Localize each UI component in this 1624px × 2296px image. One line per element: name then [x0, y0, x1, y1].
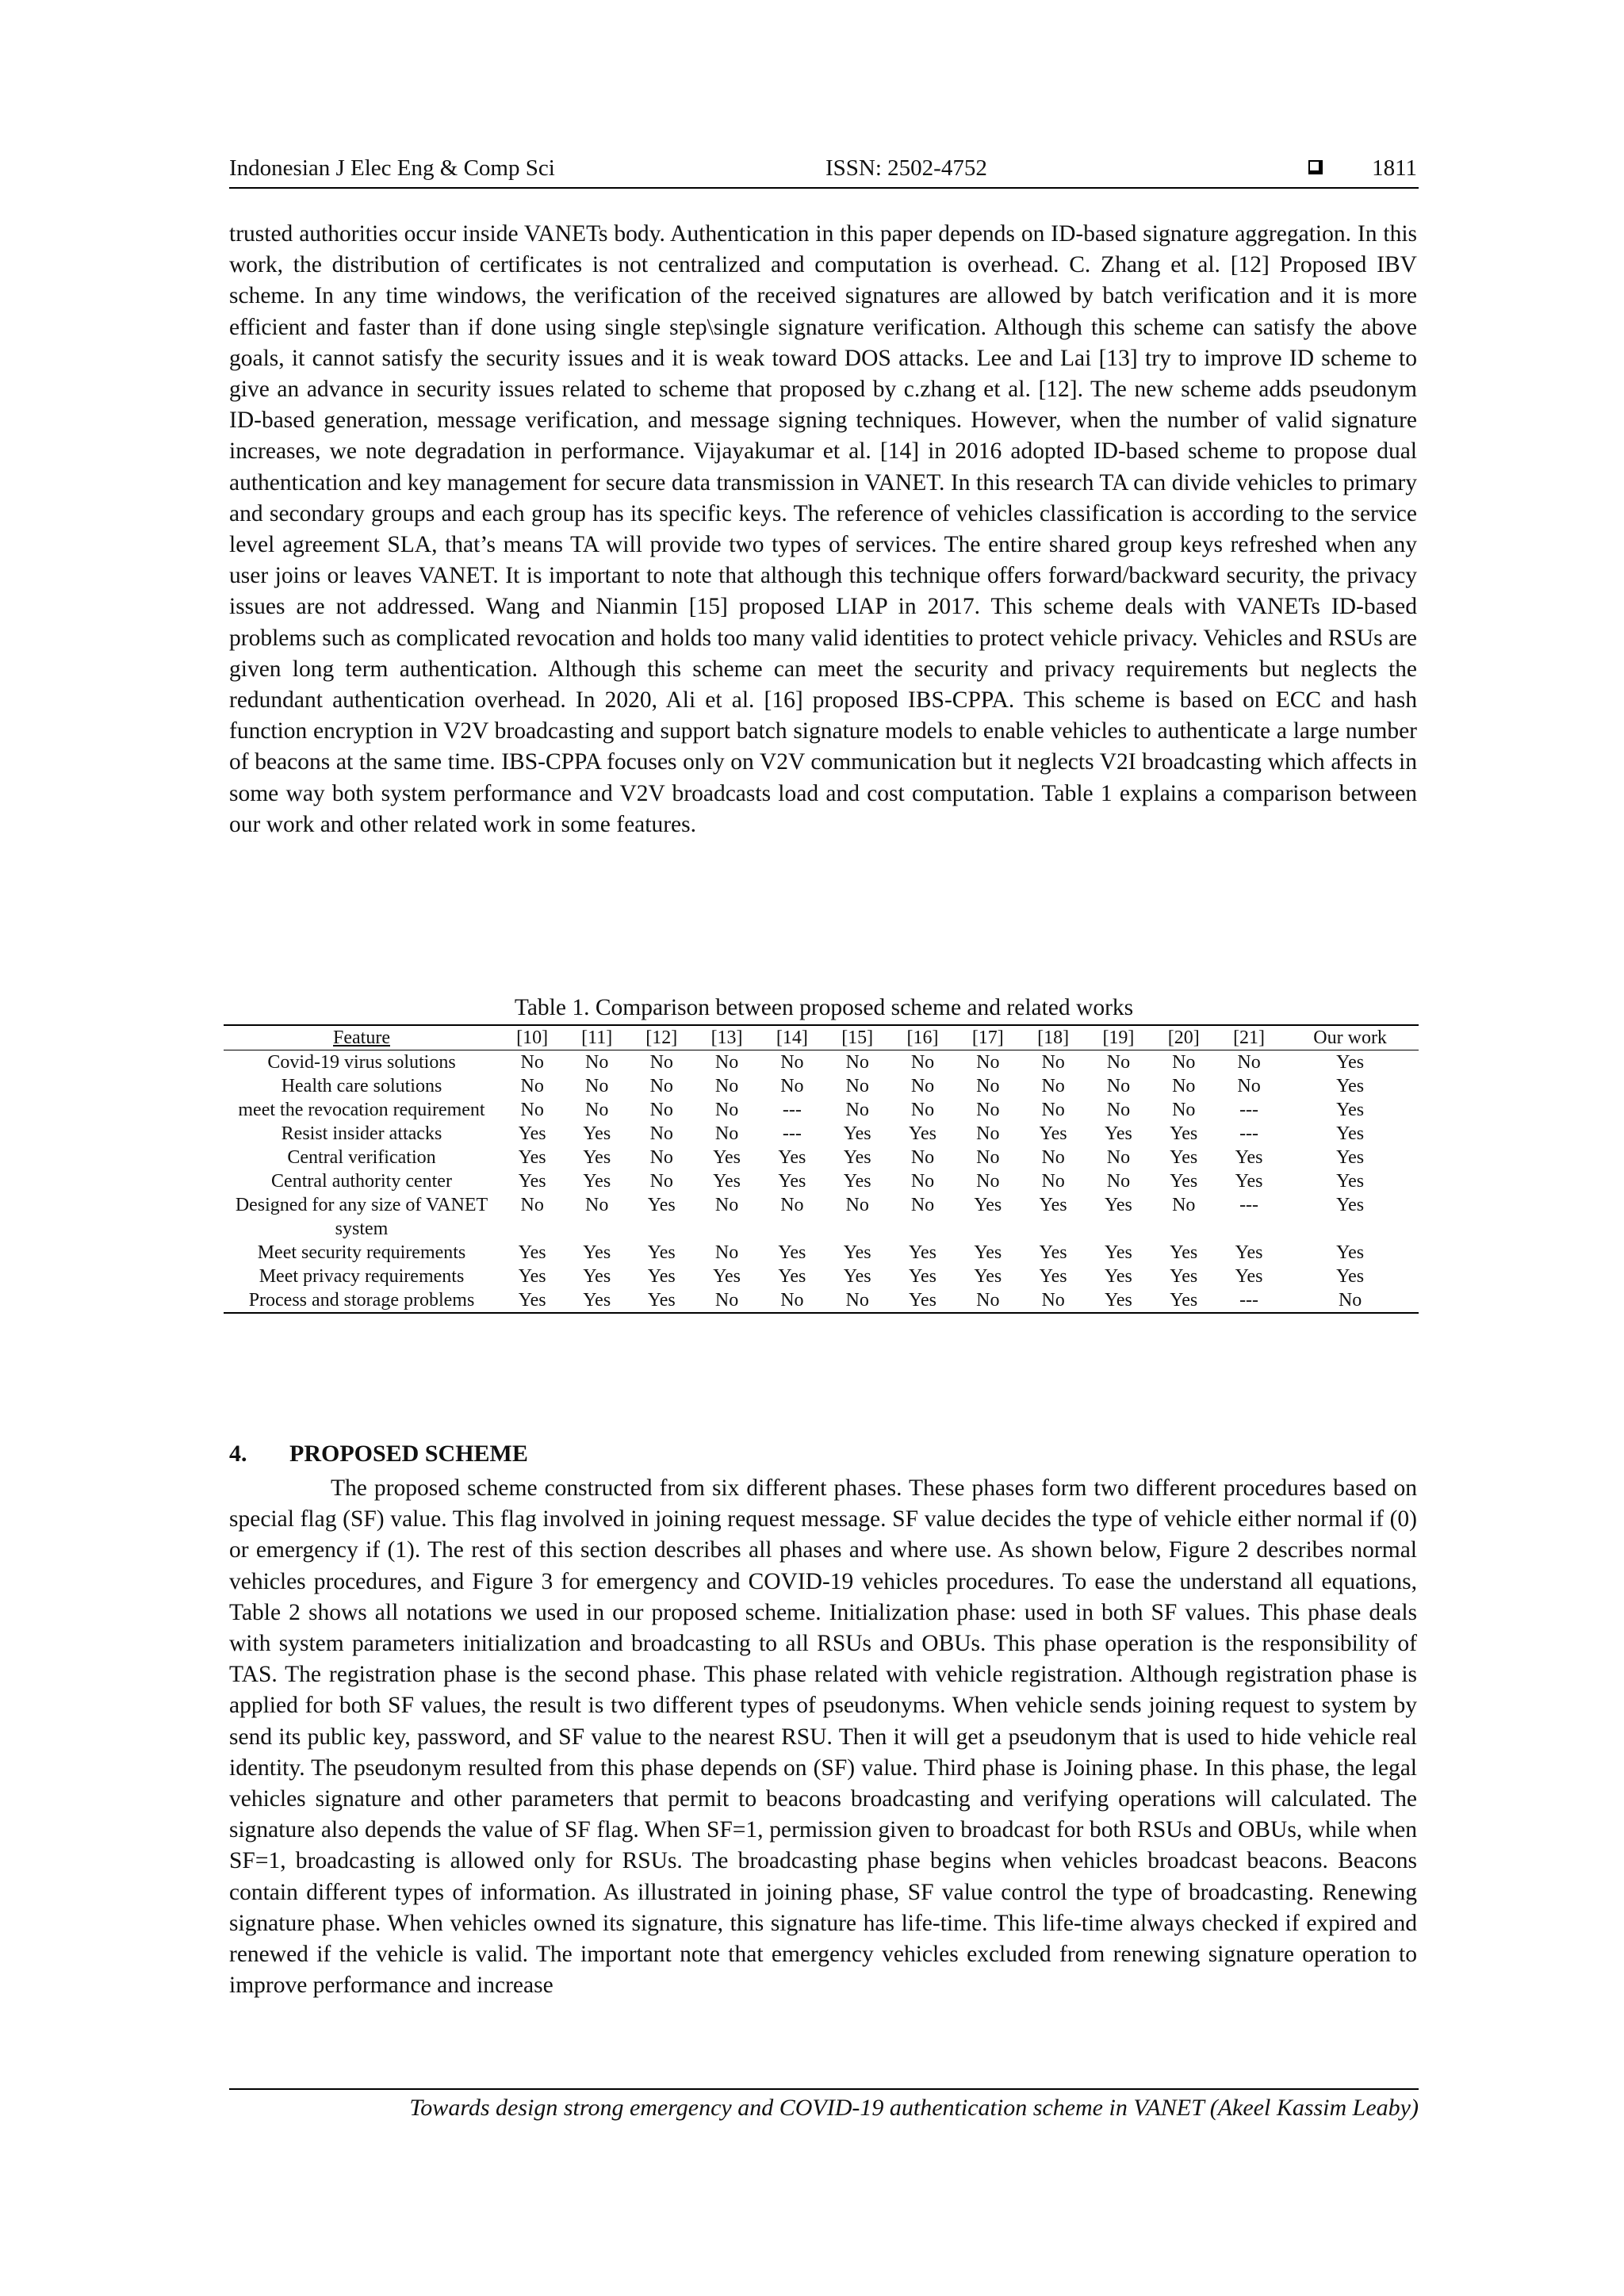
column-header: [19]: [1086, 1025, 1151, 1050]
value-cell: Yes: [843, 1123, 871, 1144]
value-cell: No: [780, 1076, 804, 1096]
value-cell: No: [520, 1076, 544, 1096]
value-cell: Yes: [1336, 1242, 1365, 1263]
value-cell: Yes: [518, 1242, 546, 1263]
value-cell: Yes: [1039, 1266, 1067, 1287]
value-cell: Yes: [1170, 1266, 1198, 1287]
value-cell: No: [1041, 1290, 1065, 1311]
value-cell: No: [976, 1076, 1000, 1096]
value-cell: No: [1338, 1290, 1362, 1311]
feature-cell: Designed for any size of VANET system: [235, 1195, 488, 1239]
value-cell: No: [714, 1242, 739, 1263]
table-caption: Table 1. Comparison between proposed scheme and related works: [514, 995, 1134, 1020]
value-cell: No: [780, 1195, 804, 1215]
value-cell: Yes: [518, 1171, 546, 1192]
value-cell: Yes: [1336, 1195, 1365, 1215]
value-cell: No: [649, 1171, 673, 1192]
value-cell: No: [585, 1052, 609, 1073]
value-cell: No: [520, 1100, 544, 1120]
checkbox-square-icon: [1308, 160, 1323, 174]
feature-cell: Process and storage problems: [248, 1290, 475, 1311]
table-row: [224, 1146, 1419, 1169]
feature-cell: Meet security requirements: [257, 1242, 466, 1263]
value-cell: ---: [782, 1100, 802, 1120]
value-cell: No: [780, 1290, 804, 1311]
value-cell: Yes: [518, 1290, 546, 1311]
value-cell: No: [845, 1052, 869, 1073]
value-cell: Yes: [1235, 1147, 1263, 1168]
table-row: [224, 1122, 1419, 1146]
value-cell: Yes: [1039, 1195, 1067, 1215]
value-cell: Yes: [909, 1290, 936, 1311]
value-cell: Yes: [583, 1290, 611, 1311]
journal-name: Indonesian J Elec Eng & Comp Sci: [229, 155, 555, 181]
value-cell: ---: [1239, 1100, 1259, 1120]
value-cell: No: [585, 1100, 609, 1120]
feature-cell: Health care solutions: [281, 1076, 442, 1096]
value-cell: Yes: [647, 1290, 676, 1311]
feature-cell: Meet privacy requirements: [259, 1266, 465, 1287]
body-paragraph-1: trusted authorities occur inside VANETs body. Authentication in this paper depends on ID-based signature aggregation. In this work, the distribution of certificates is not centralized and computation is overhead. C. Zhang et al. [12] Proposed IBV scheme. In any time windows, the verification of the received signatures are allowed by batch verification and it is more efficient and faster than if done using single step\single signature verification. Although this scheme can satisfy the above goals, it cannot satisfy the security issues and it is weak toward DOS attacks. Lee and Lai [13] try to improve ID scheme to give an advance in security issues related to scheme that proposed by c.zhang et al. [12]. The new scheme adds pseudonym ID-based generation, message verification, and message signing techniques. However, when the number of valid signature increases, we note degradation in performance. Vijayakumar et al. [14] in 2016 adopted ID-based scheme to propose dual authentication and key management for secure data transmission in VANET. In this research TA can divide vehicles to primary and secondary groups and each group has its specific keys. The reference of vehicles classification is according to the service level agreement SLA, that’s means TA will provide two types of services. The entire shared group keys refreshed when any user joins or leaves VANET. It is important to note that although this technique offers forward/backward security, the privacy issues are not addressed. Wang and Nianmin [15] proposed LIAP in 2017. This scheme deals with VANETs ID-based problems such as complicated revocation and holds too many valid identities to protect vehicle privacy. Vehicles and RSUs are given long term authentication. Although this scheme can meet the security and privacy requirements but neglects the redundant authentication overhead. In 2020, Ali et al. [16] proposed IBS-CPPA. This scheme is based on ECC and hash function encryption in V2V broadcasting and support batch signature models to enable vehicles to authenticate a large number of beacons at the same time. IBS-CPPA focuses only on V2V communication but it neglects V2I broadcasting which affects in some way both system performance and V2V broadcasts load and cost computation. Table 1 explains a comparison between our work and other related work in some features.: [229, 221, 1417, 837]
value-cell: No: [910, 1076, 935, 1096]
page-header: [229, 155, 1419, 189]
value-cell: Yes: [909, 1242, 936, 1263]
value-cell: No: [649, 1123, 673, 1144]
value-cell: Yes: [713, 1147, 741, 1168]
value-cell: Yes: [1170, 1171, 1198, 1192]
value-cell: No: [845, 1100, 869, 1120]
column-header: [14]: [760, 1025, 825, 1050]
value-cell: Yes: [909, 1266, 936, 1287]
value-cell: No: [585, 1076, 609, 1096]
feature-cell: Covid-19 virus solutions: [267, 1052, 456, 1073]
value-cell: No: [714, 1123, 739, 1144]
section-title: PROPOSED SCHEME: [289, 1441, 528, 1467]
column-header: [21]: [1216, 1025, 1281, 1050]
value-cell: No: [520, 1195, 544, 1215]
value-cell: Yes: [1336, 1266, 1365, 1287]
value-cell: No: [1041, 1052, 1065, 1073]
value-cell: Yes: [843, 1171, 871, 1192]
value-cell: Yes: [1104, 1242, 1132, 1263]
section-heading: [229, 1441, 528, 1468]
value-cell: No: [780, 1052, 804, 1073]
value-cell: No: [1106, 1171, 1131, 1192]
value-cell: No: [976, 1171, 1000, 1192]
column-header: [11]: [565, 1025, 629, 1050]
value-cell: No: [910, 1100, 935, 1120]
value-cell: Yes: [909, 1123, 936, 1144]
value-cell: No: [910, 1171, 935, 1192]
value-cell: No: [976, 1100, 1000, 1120]
column-header: [16]: [890, 1025, 955, 1050]
column-header: [18]: [1021, 1025, 1086, 1050]
page-footer: Towards design strong emergency and COVID-19 authentication scheme in VANET (Akeel Kassim Leaby): [409, 2095, 1419, 2121]
value-cell: No: [910, 1052, 935, 1073]
value-cell: No: [1237, 1052, 1261, 1073]
value-cell: No: [1106, 1076, 1131, 1096]
value-cell: No: [976, 1147, 1000, 1168]
value-cell: Yes: [1336, 1076, 1365, 1096]
value-cell: No: [845, 1290, 869, 1311]
value-cell: Yes: [1170, 1123, 1198, 1144]
value-cell: Yes: [1336, 1147, 1365, 1168]
value-cell: Yes: [518, 1266, 546, 1287]
feature-cell: Resist insider attacks: [281, 1123, 442, 1144]
value-cell: ---: [782, 1123, 802, 1144]
value-cell: Yes: [1170, 1290, 1198, 1311]
value-cell: No: [910, 1195, 935, 1215]
column-header: [12]: [629, 1025, 694, 1050]
column-header: [10]: [500, 1025, 565, 1050]
value-cell: Yes: [1170, 1242, 1198, 1263]
comparison-table: [224, 1024, 1419, 1314]
column-header-feature: Feature: [224, 1025, 500, 1050]
value-cell: No: [585, 1195, 609, 1215]
value-cell: No: [649, 1100, 673, 1120]
value-cell: No: [1041, 1147, 1065, 1168]
value-cell: Yes: [647, 1242, 676, 1263]
value-cell: No: [1041, 1100, 1065, 1120]
value-cell: Yes: [1104, 1290, 1132, 1311]
value-cell: Yes: [583, 1242, 611, 1263]
value-cell: ---: [1239, 1123, 1259, 1144]
table-row: [224, 1050, 1419, 1075]
value-cell: No: [1041, 1076, 1065, 1096]
value-cell: No: [1172, 1052, 1196, 1073]
value-cell: Yes: [647, 1195, 676, 1215]
value-cell: Yes: [518, 1123, 546, 1144]
value-cell: No: [1237, 1076, 1261, 1096]
value-cell: Yes: [843, 1147, 871, 1168]
value-cell: Yes: [1235, 1266, 1263, 1287]
column-header: [13]: [694, 1025, 759, 1050]
value-cell: No: [1041, 1171, 1065, 1192]
value-cell: Yes: [778, 1266, 806, 1287]
value-cell: Yes: [583, 1123, 611, 1144]
value-cell: No: [1172, 1076, 1196, 1096]
value-cell: Yes: [1336, 1052, 1365, 1073]
value-cell: Yes: [1336, 1100, 1365, 1120]
issn: ISSN: 2502-4752: [825, 155, 987, 181]
value-cell: Yes: [1104, 1266, 1132, 1287]
value-cell: Yes: [778, 1242, 806, 1263]
value-cell: Yes: [974, 1266, 1002, 1287]
table-row: [224, 1265, 1419, 1288]
table-row: [224, 1288, 1419, 1313]
page-number: 1811: [1372, 155, 1417, 181]
value-cell: No: [976, 1290, 1000, 1311]
value-cell: No: [649, 1147, 673, 1168]
value-cell: Yes: [974, 1195, 1002, 1215]
table-header-row: [224, 1025, 1419, 1050]
value-cell: Yes: [518, 1147, 546, 1168]
feature-cell: Central verification: [287, 1147, 436, 1168]
value-cell: No: [1106, 1147, 1131, 1168]
value-cell: No: [1172, 1100, 1196, 1120]
value-cell: Yes: [1039, 1242, 1067, 1263]
table-body: [224, 1050, 1419, 1314]
value-cell: No: [714, 1290, 739, 1311]
value-cell: Yes: [583, 1171, 611, 1192]
value-cell: Yes: [1336, 1171, 1365, 1192]
value-cell: Yes: [1235, 1171, 1263, 1192]
value-cell: No: [1172, 1195, 1196, 1215]
body-paragraph-2: The proposed scheme constructed from six different phases. These phases form two different procedures based on special flag (SF) value. This flag involved in joining request message. SF value decides the type of vehicle either normal if (0) or emergency if (1). The rest of this section describes all phases and where use. As shown below, Figure 2 describes normal vehicles procedures, and Figure 3 for emergency and COVID-19 vehicles procedures. To ease the understand all equations, Table 2 shows all notations we used in our proposed scheme. Initialization phase: used in both SF values. This phase deals with system parameters initialization and broadcasting to all RSUs and OBUs. This phase operation is the responsibility of TAS. The registration phase is the second phase. This phase related with vehicle registration. Although registration phase is applied for both SF values, the result is two different types of pseudonyms. When vehicle sends joining request to system by send its public key, password, and SF value to the nearest RSU. Then it will get a pseudonym that is used to hide vehicle real identity. The pseudonym resulted from this phase depends on (SF) value. Third phase is Joining phase. In this phase, the legal vehicles signature and other parameters that permit to beacons broadcasting and verifying operations will calculated. The signature also depends the value of SF flag. When SF=1, permission given to broadcast for both RSUs and OBUs, while when SF=1, broadcasting is allowed only for RSUs. The broadcasting phase begins when vehicles broadcast beacons. Beacons contain different types of information. As illustrated in joining phase, SF value control the type of broadcasting. Renewing signature phase. When vehicles owned its signature, this signature has life-time. This life-time always checked if expired and renewed if the vehicle is valid. The important note that emergency vehicles excluded from renewing signature operation to improve performance and increase: [229, 1475, 1417, 1999]
value-cell: ---: [1239, 1195, 1259, 1215]
value-cell: No: [1106, 1052, 1131, 1073]
value-cell: Yes: [974, 1242, 1002, 1263]
value-cell: No: [976, 1123, 1000, 1144]
footer-rule: [229, 2088, 1419, 2090]
value-cell: Yes: [647, 1266, 676, 1287]
value-cell: Yes: [713, 1171, 741, 1192]
value-cell: Yes: [843, 1242, 871, 1263]
value-cell: ---: [1239, 1290, 1259, 1311]
value-cell: No: [910, 1147, 935, 1168]
value-cell: Yes: [583, 1147, 611, 1168]
value-cell: Yes: [1235, 1242, 1263, 1263]
table-row: [224, 1241, 1419, 1265]
table-row: [224, 1193, 1419, 1241]
value-cell: No: [714, 1195, 739, 1215]
section-number: 4.: [229, 1441, 247, 1467]
column-header: [20]: [1151, 1025, 1216, 1050]
value-cell: No: [1106, 1100, 1131, 1120]
column-header: [15]: [825, 1025, 890, 1050]
value-cell: Yes: [1039, 1123, 1067, 1144]
value-cell: No: [845, 1076, 869, 1096]
table-row: [224, 1169, 1419, 1193]
value-cell: Yes: [778, 1171, 806, 1192]
feature-cell: meet the revocation requirement: [238, 1100, 485, 1120]
column-header: [17]: [956, 1025, 1021, 1050]
value-cell: No: [649, 1076, 673, 1096]
value-cell: No: [714, 1076, 739, 1096]
value-cell: Yes: [1336, 1123, 1365, 1144]
value-cell: No: [520, 1052, 544, 1073]
value-cell: No: [714, 1100, 739, 1120]
table-row: [224, 1074, 1419, 1098]
value-cell: No: [845, 1195, 869, 1215]
value-cell: Yes: [1104, 1195, 1132, 1215]
value-cell: No: [976, 1052, 1000, 1073]
value-cell: Yes: [583, 1266, 611, 1287]
value-cell: No: [649, 1052, 673, 1073]
value-cell: Yes: [778, 1147, 806, 1168]
value-cell: Yes: [1104, 1123, 1132, 1144]
value-cell: Yes: [713, 1266, 741, 1287]
value-cell: No: [714, 1052, 739, 1073]
feature-cell: Central authority center: [271, 1171, 452, 1192]
column-header: Our work: [1281, 1025, 1419, 1050]
value-cell: Yes: [1170, 1147, 1198, 1168]
table-row: [224, 1098, 1419, 1122]
value-cell: Yes: [843, 1266, 871, 1287]
